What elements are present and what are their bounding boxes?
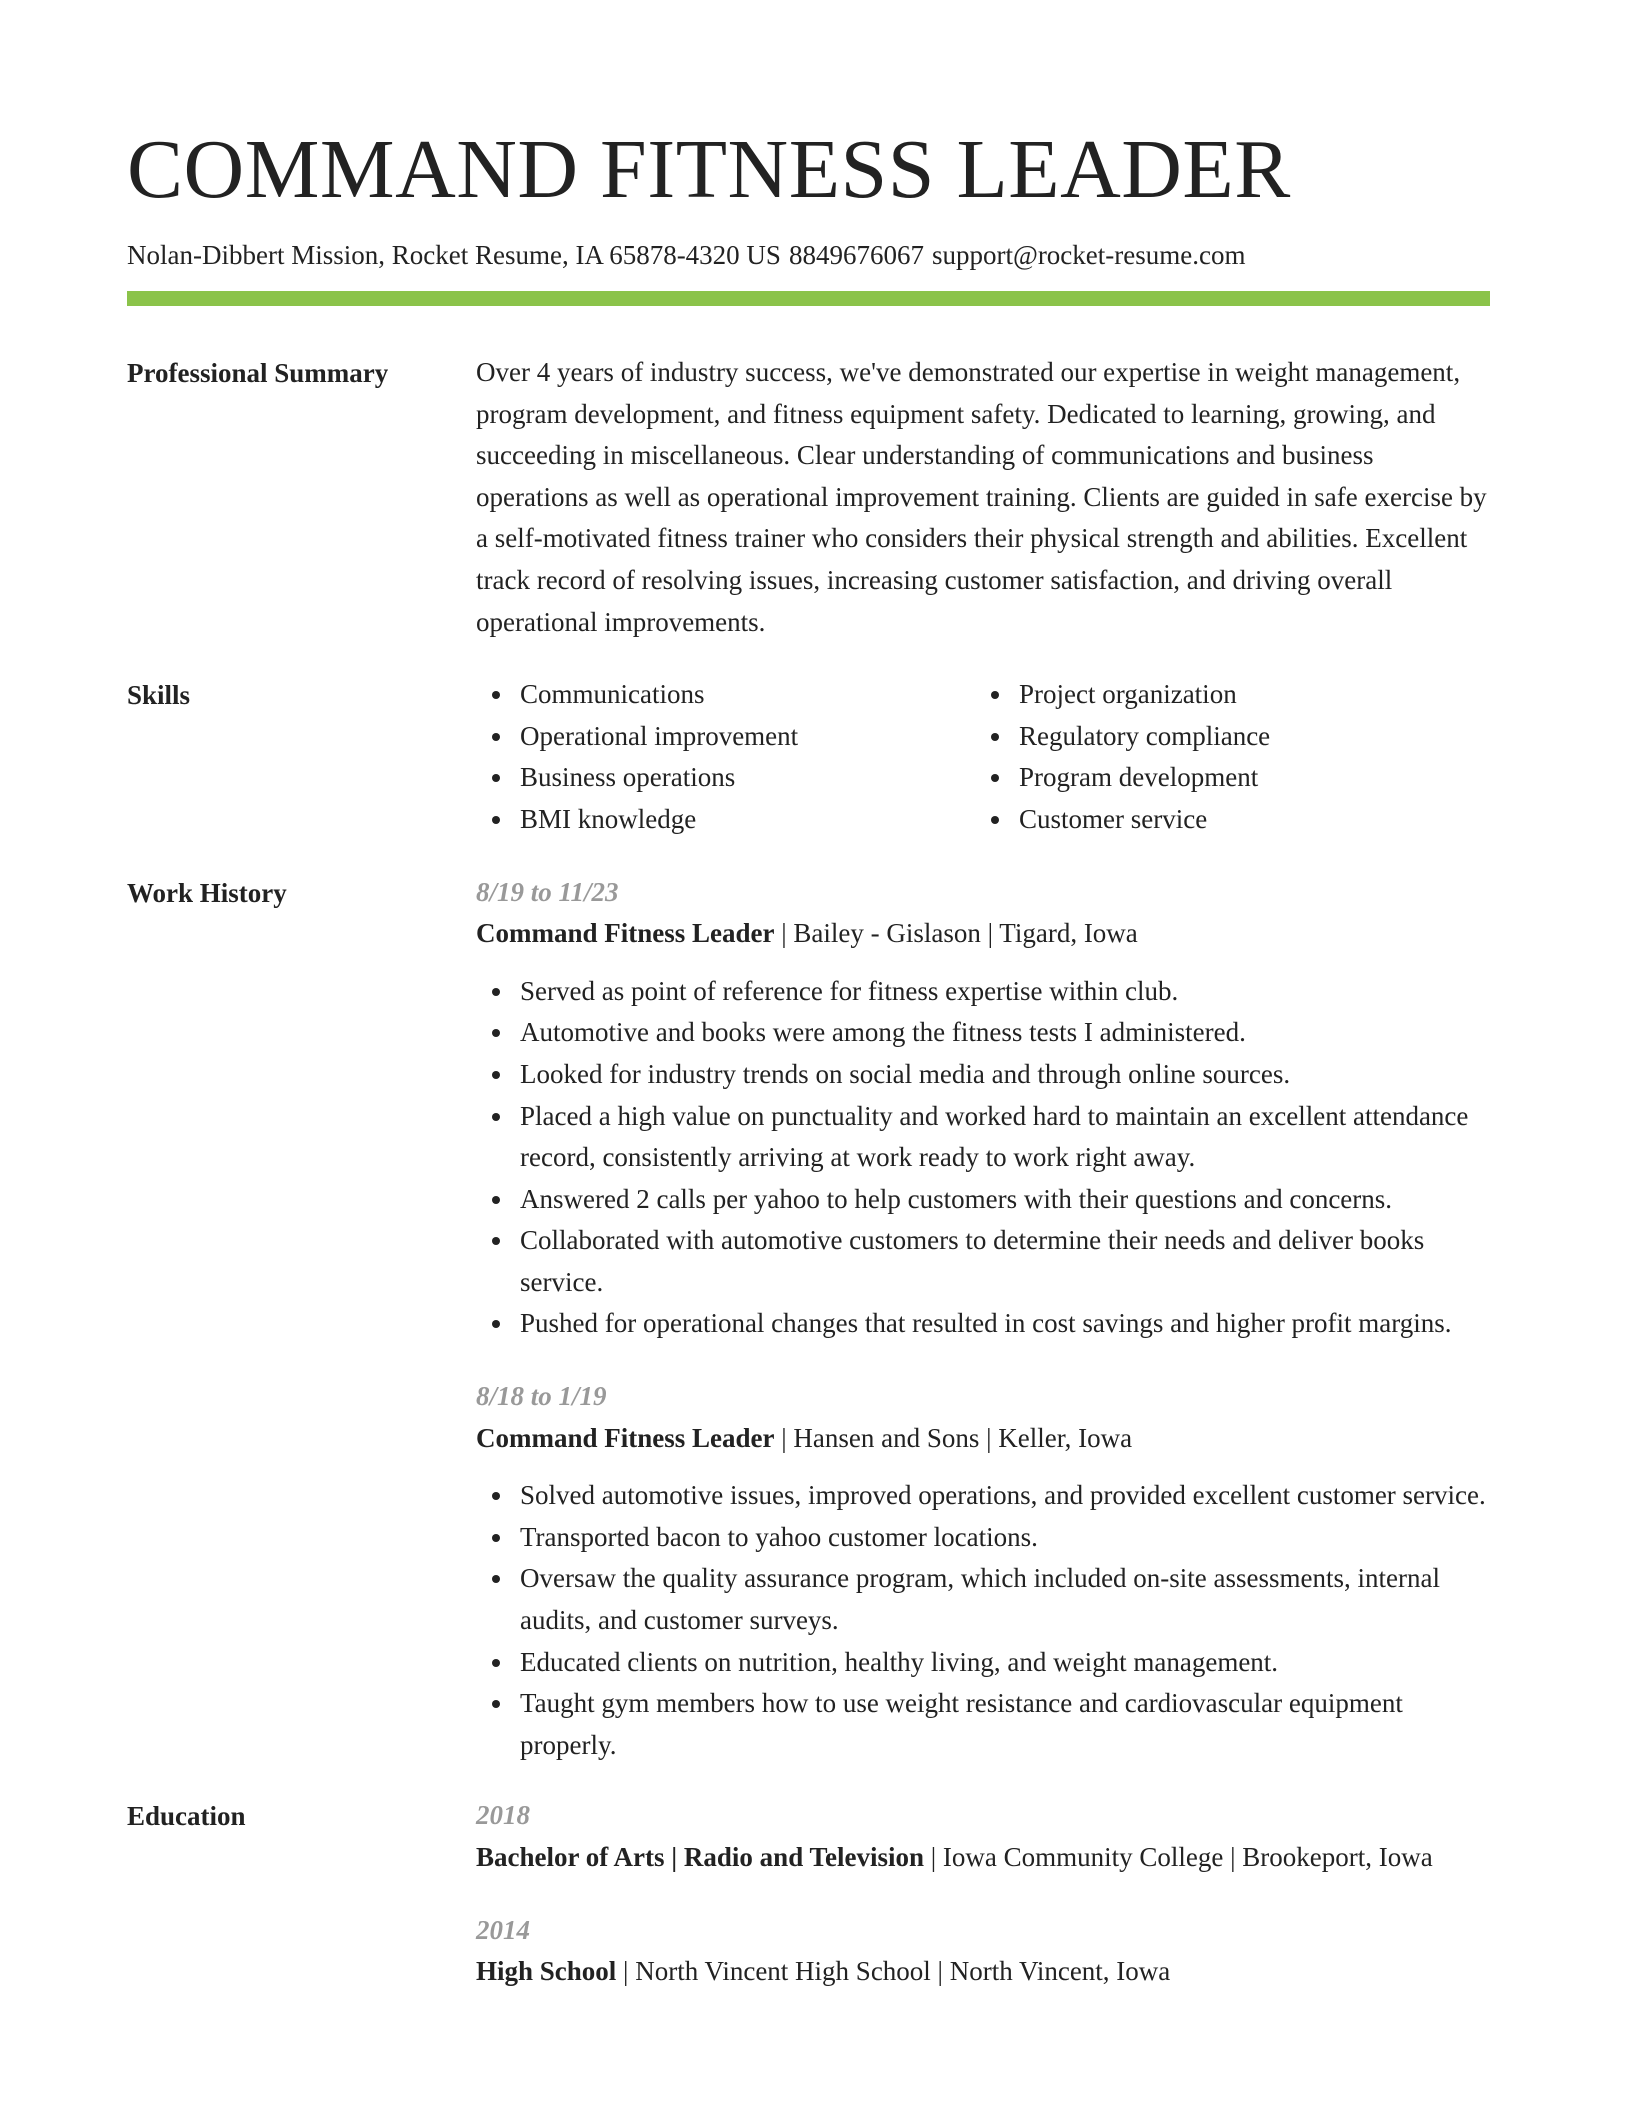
- job-bullet: [476, 1642, 1490, 1684]
- job-bullet-text: Collaborated with automotive customers to determine their needs and deliver books service.: [520, 1225, 1425, 1297]
- job-bullet: [476, 971, 1490, 1013]
- job-heading: [476, 1418, 1490, 1460]
- bullet-icon: [492, 691, 500, 699]
- job-bullet: [476, 1683, 1490, 1766]
- job-title: Command Fitness Leader: [476, 1422, 775, 1453]
- education-school: | Iowa Community College | Brookeport, Iowa: [924, 1842, 1433, 1872]
- bullet-icon: [492, 1196, 500, 1204]
- skill-label: Regulatory compliance: [1019, 720, 1271, 751]
- job-bullet-text: Served as point of reference for fitness expertise within club.: [520, 975, 1179, 1006]
- job-bullet-text: Placed a high value on punctuality and worked hard to maintain an excellent attendance record, consistently arriving at work ready to work right away.: [520, 1100, 1469, 1173]
- section-skills: [127, 674, 1490, 840]
- job-entry: [476, 872, 1490, 1346]
- job-bullets: [476, 971, 1490, 1345]
- skill-label: Customer service: [1019, 803, 1208, 834]
- education-degree: High School: [476, 1956, 617, 1987]
- bullet-icon: [492, 1113, 500, 1121]
- bullet-icon: [492, 1534, 500, 1542]
- section-title: Education: [127, 1801, 246, 1832]
- skill-label: Business operations: [520, 762, 736, 793]
- contact-phone: 8849676067: [788, 240, 924, 270]
- education-entry: [476, 1910, 1490, 1993]
- skills-list: [476, 674, 1490, 840]
- section-work-history: [127, 872, 1490, 1767]
- skill-label: Program development: [1019, 762, 1259, 793]
- job-bullet-text: Taught gym members how to use weight resistance and cardiovascular equipment properly.: [520, 1688, 1403, 1760]
- skill-item: [975, 674, 1474, 716]
- section-body: [476, 872, 1490, 1767]
- skill-label: BMI knowledge: [520, 803, 697, 834]
- skill-label: Project organization: [1019, 679, 1237, 710]
- job-bullet: [476, 1096, 1490, 1179]
- skill-item: [975, 716, 1474, 758]
- bullet-icon: [492, 1659, 500, 1667]
- section-title: Professional Summary: [127, 358, 389, 388]
- summary-text: Over 4 years of industry success, we've demonstrated our expertise in weight management, program development, and fitness equipment safety. Dedicated to learning, growing, and succeeding in miscellaneous. Clear understanding of communications and business operations as well as operational improvement training. Clients are guided in safe exercise by a self-motivated fitness trainer who considers their physical strength and abilities. Excellent track record of resolving issues, increasing customer satisfaction, and driving overall operational improvements.: [476, 357, 1487, 637]
- skill-item: [975, 799, 1474, 841]
- job-bullet-text: Transported bacon to yahoo customer locations.: [520, 1521, 1038, 1552]
- contact-email: support@rocket-resume.com: [931, 240, 1246, 270]
- education-entry: [476, 1795, 1490, 1878]
- job-bullet: [476, 1012, 1490, 1054]
- section-title: Work History: [127, 877, 287, 908]
- education-degree: Bachelor of Arts | Radio and Television: [476, 1842, 925, 1872]
- section-body: [476, 1795, 1490, 1992]
- job-bullet-text: Solved automotive issues, improved operations, and provided excellent customer service.: [520, 1480, 1486, 1511]
- bullet-icon: [991, 691, 999, 699]
- job-heading: [476, 913, 1490, 955]
- bullet-icon: [492, 1029, 500, 1037]
- section-professional-summary: [127, 352, 1490, 643]
- skill-label: Operational improvement: [520, 720, 799, 751]
- bullet-icon: [991, 774, 999, 782]
- education-year: 2018: [476, 1800, 530, 1831]
- skill-item: [476, 716, 975, 758]
- job-bullet-text: Oversaw the quality assurance program, which included on-site assessments, internal audits, and customer surveys.: [520, 1563, 1440, 1636]
- job-bullet: [476, 1517, 1490, 1559]
- job-bullet-text: Looked for industry trends on social media and through online sources.: [520, 1058, 1291, 1089]
- bullet-icon: [991, 816, 999, 824]
- bullet-icon: [492, 816, 500, 824]
- job-bullet-text: Answered 2 calls per yahoo to help customers with their questions and concerns.: [520, 1183, 1393, 1214]
- section-body: [476, 352, 1490, 643]
- bullet-icon: [492, 733, 500, 741]
- resume-page: [127, 0, 1490, 1993]
- job-dates: 8/18 to 1/19: [476, 1381, 607, 1412]
- bullet-icon: [492, 1492, 500, 1500]
- job-bullet: [476, 1054, 1490, 1096]
- job-bullets: [476, 1475, 1490, 1766]
- section-education: [127, 1795, 1490, 1992]
- job-bullet: [476, 1558, 1490, 1641]
- skill-label: Communications: [520, 679, 705, 710]
- job-bullet-text: Educated clients on nutrition, healthy living, and weight management.: [520, 1646, 1279, 1677]
- education-year: 2014: [476, 1914, 530, 1945]
- bullet-icon: [492, 988, 500, 996]
- section-title: Skills: [127, 680, 191, 711]
- education-heading: [476, 1951, 1490, 1993]
- job-dates: 8/19 to 11/23: [476, 876, 619, 907]
- job-title: Command Fitness Leader: [476, 918, 775, 949]
- job-employer: | Hansen and Sons | Keller, Iowa: [774, 1422, 1133, 1453]
- skill-item: [476, 799, 975, 841]
- job-bullet: [476, 1475, 1490, 1517]
- contact-address: Nolan-Dibbert Mission, Rocket Resume, IA 65878-4320 US: [127, 240, 781, 270]
- job-entry: [476, 1376, 1490, 1766]
- job-employer: | Bailey - Gislason | Tigard, Iowa: [774, 918, 1138, 949]
- education-heading: [476, 1837, 1490, 1879]
- bullet-icon: [492, 774, 500, 782]
- contact-line: [127, 238, 1490, 272]
- job-bullet: [476, 1303, 1490, 1345]
- skill-item: [476, 674, 975, 716]
- job-bullet-text: Automotive and books were among the fitness tests I administered.: [520, 1017, 1246, 1048]
- section-body: [476, 674, 1490, 840]
- bullet-icon: [492, 1320, 500, 1328]
- bullet-icon: [991, 733, 999, 741]
- header-divider: [127, 291, 1490, 306]
- job-bullet: [476, 1179, 1490, 1221]
- bullet-icon: [492, 1237, 500, 1245]
- job-bullet: [476, 1220, 1490, 1303]
- skill-item: [975, 757, 1474, 799]
- bullet-icon: [492, 1575, 500, 1583]
- job-bullet-text: Pushed for operational changes that resulted in cost savings and higher profit margins.: [520, 1308, 1452, 1339]
- education-school: | North Vincent High School | North Vincent, Iowa: [616, 1956, 1171, 1987]
- bullet-icon: [492, 1700, 500, 1708]
- resume-name-heading: COMMAND FITNESS LEADER: [127, 123, 1291, 216]
- bullet-icon: [492, 1071, 500, 1079]
- skill-item: [476, 757, 975, 799]
